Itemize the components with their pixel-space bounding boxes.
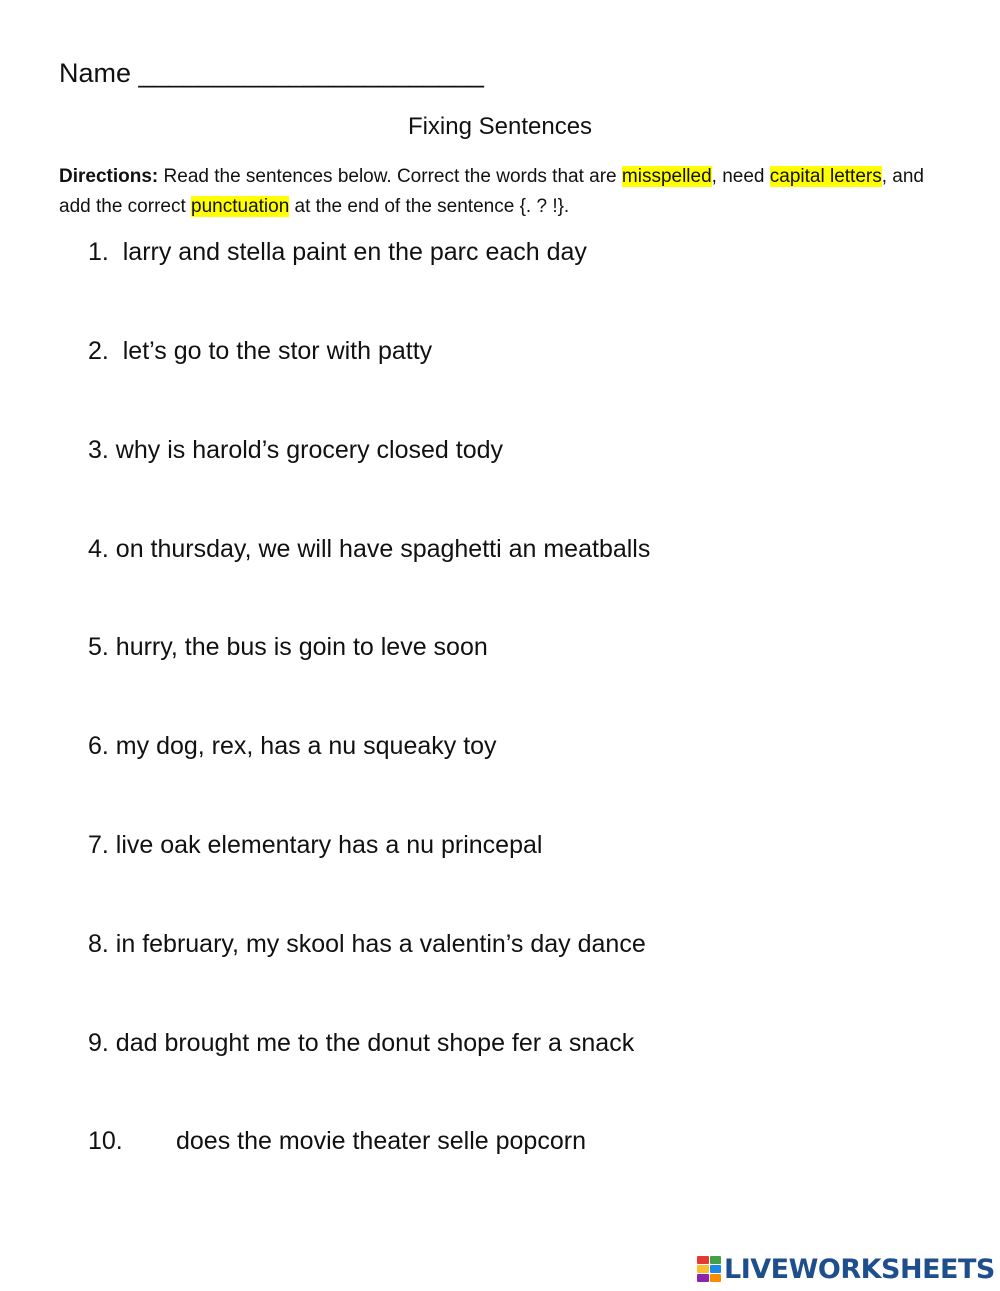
sentence-item-4 [88,535,650,564]
logo-block [697,1256,709,1264]
logo-block [710,1274,722,1282]
item-number: 4. [88,535,116,563]
directions-text-4: at the end of the sentence {. ? !}. [289,196,570,217]
item-sentence: dad brought me to the donut shope fer a snack [115,1029,635,1057]
logo-block [710,1256,722,1264]
item-sentence: why is harold’s grocery closed tody [115,436,504,464]
item-number: 2. [88,337,123,365]
item-number: 5. [88,633,116,661]
logo-block [697,1274,709,1282]
sentence-item-7 [88,831,542,860]
liveworksheets-logo-icon [697,1256,721,1282]
directions-text-1: Read the sentences below. Correct the words that are [158,166,622,187]
highlight-punctuation: punctuation [191,196,290,217]
item-sentence: live oak elementary has a nu princepal [115,831,543,859]
item-sentence: let’s go to the stor with patty [122,337,433,365]
item-sentence: my dog, rex, has a nu squeaky toy [115,732,497,760]
highlight-misspelled: misspelled [621,166,712,187]
name-field-label: Name _______________________ [59,58,484,88]
sentence-item-10 [88,1127,586,1156]
item-number: 3. [88,436,116,464]
sentence-item-2 [88,337,432,366]
item-sentence: does the movie theater selle popcorn [176,1127,586,1155]
logo-block [710,1265,722,1273]
liveworksheets-logo [697,1253,995,1285]
item-number: 8. [88,930,116,958]
highlight-capital-letters: capital letters [769,166,882,187]
logo-block [697,1265,709,1273]
item-number: 6. [88,732,116,760]
directions [59,162,939,222]
item-number: 9. [88,1029,116,1057]
page-title: Fixing Sentences [407,113,593,140]
brand-name: LIVEWORKSHEETS [724,1253,995,1285]
item-sentence: on thursday, we will have spaghetti an meatballs [115,535,651,563]
directions-text-2: , need [711,166,770,187]
sentence-item-6 [88,732,497,761]
sentence-item-8 [88,930,646,959]
item-sentence: in february, my skool has a valentin’s day dance [115,930,646,958]
item-number: 7. [88,831,116,859]
item-number: 10. [88,1127,123,1155]
item-sentence: larry and stella paint en the parc each day [122,238,587,266]
sentence-item-5 [88,633,488,662]
sentence-item-9 [88,1029,634,1058]
item-number: 1. [88,238,123,266]
sentence-item-3 [88,436,503,465]
directions-text-3: , and add the correct [59,166,924,217]
sentence-item-1 [88,238,587,267]
item-sentence: hurry, the bus is goin to leve soon [115,633,488,661]
directions-label: Directions: [59,166,159,187]
